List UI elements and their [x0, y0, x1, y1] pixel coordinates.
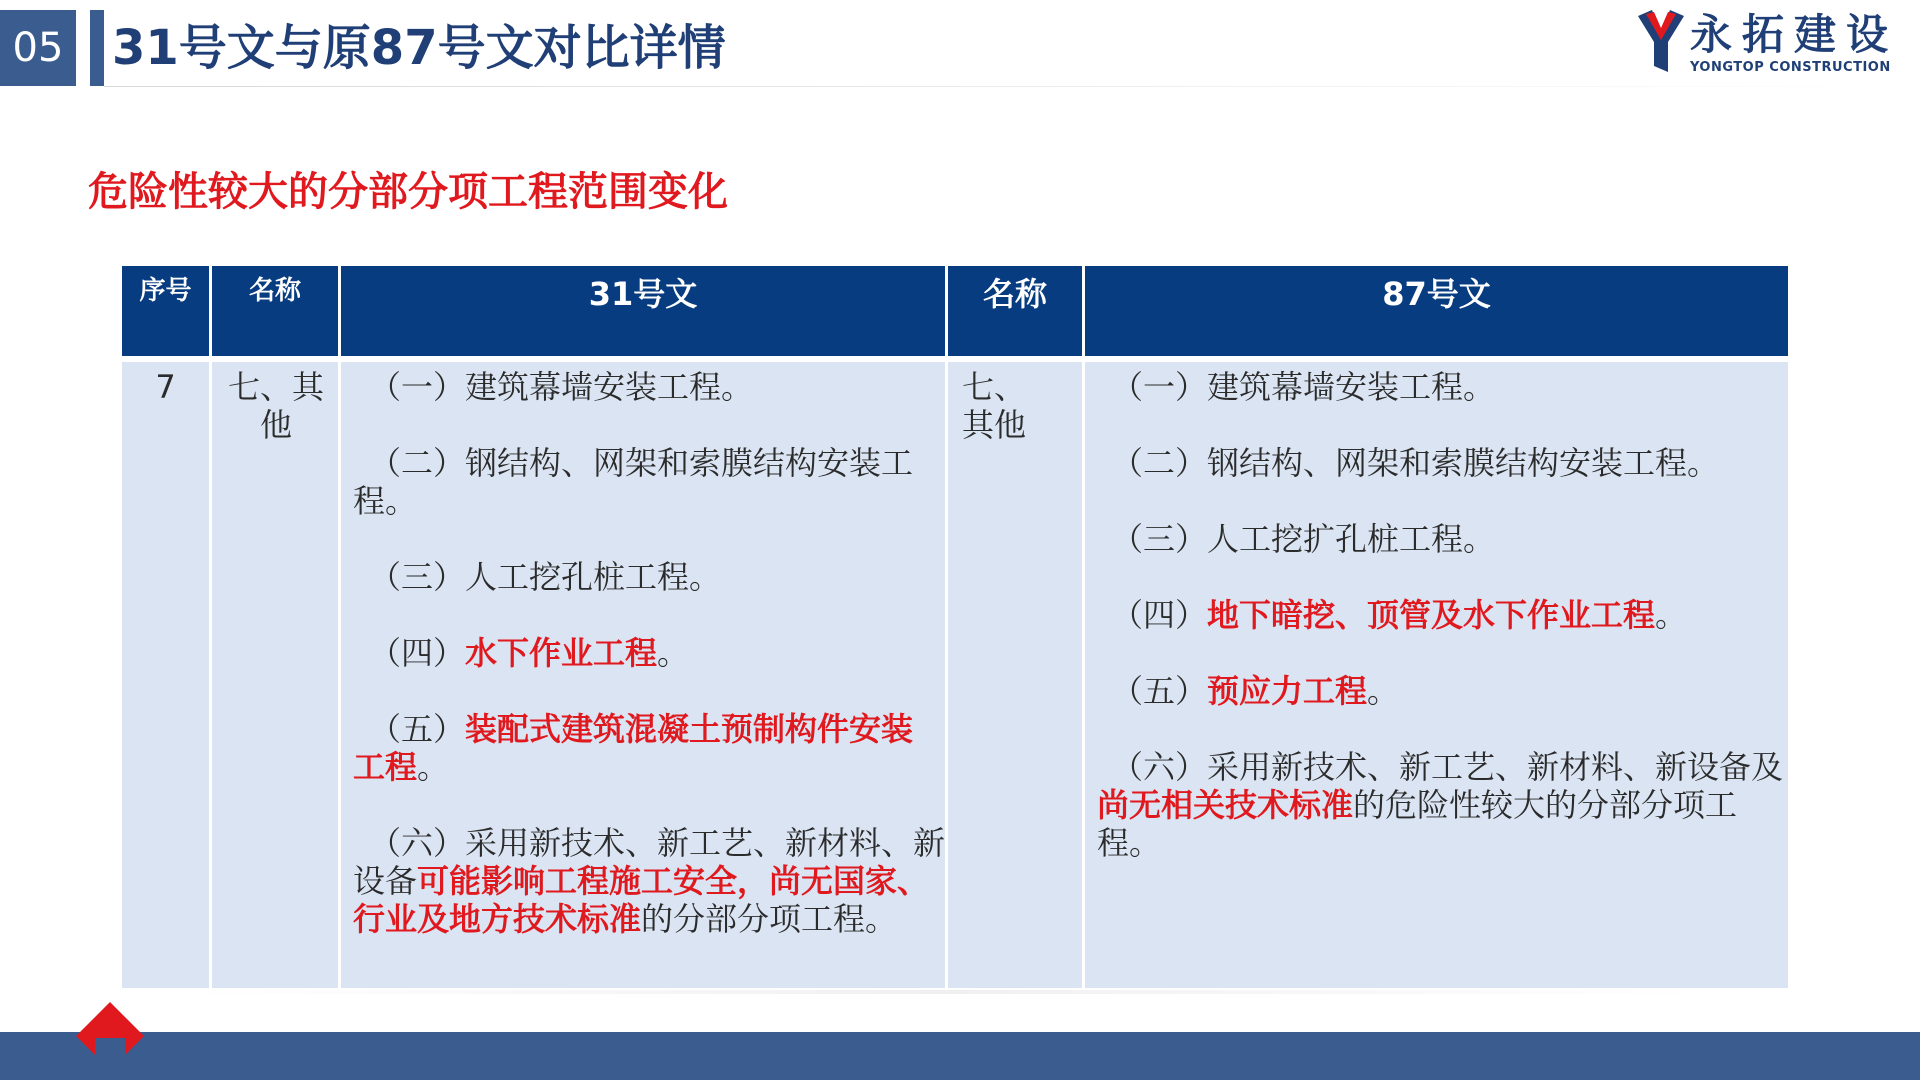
cell-name-87: 七、其他 [962, 368, 1027, 444]
clause-text: （二）钢结构、网架和索膜结构安装工程。 [353, 444, 914, 520]
clause-paragraph [1097, 444, 1787, 482]
cell-seq: 7 [155, 368, 176, 406]
clause-text: （六）采用新技术、新工艺、新材料、新设备 [353, 824, 946, 900]
clause-paragraph [353, 710, 945, 786]
clause-paragraph [353, 368, 945, 406]
comparison-table [122, 266, 1788, 988]
header-name-31: 名称 [248, 276, 301, 306]
clause-text: 的分部分项工程。 [641, 900, 898, 938]
logo-chinese-text: 永拓建设 [1689, 10, 1898, 59]
column-divider [1082, 266, 1085, 988]
clause-text: 。 [657, 634, 690, 672]
clause-text: 。 [1367, 672, 1400, 710]
highlighted-text: 水下作业工程 [465, 634, 658, 672]
header-name-87: 名称 [982, 275, 1047, 313]
cell-doc-87 [1097, 362, 1787, 900]
clause-text: 的危险性较大的分部分项工程。 [1097, 786, 1738, 862]
clause-text: 。 [417, 748, 450, 786]
clause-paragraph [1097, 748, 1787, 862]
logo-english-text: YONGTOP CONSTRUCTION [1689, 60, 1891, 75]
column-divider [338, 266, 341, 988]
clause-text: （一）建筑幕墙安装工程。 [1111, 368, 1496, 406]
section-subtitle: 危险性较大的分部分项工程范围变化 [88, 169, 728, 215]
title-accent-bar [90, 10, 104, 86]
clause-paragraph [1097, 596, 1787, 634]
clause-text: （二）钢结构、网架和索膜结构安装工程。 [1111, 444, 1720, 482]
footer-diamond-cut [95, 1038, 125, 1080]
highlighted-text: 装配式建筑混凝土预制构件安装工程 [353, 710, 914, 786]
header-doc-31: 31号文 [588, 275, 698, 313]
header-doc-87: 87号文 [1382, 275, 1491, 313]
clause-paragraph [353, 824, 945, 938]
highlighted-text: 尚无相关技术标准 [1097, 786, 1354, 824]
clause-paragraph [353, 634, 945, 672]
clause-text: （六）采用新技术、新工艺、新材料、新设备及 [1111, 748, 1784, 786]
slide-number: 05 [0, 10, 76, 86]
page-title: 31号文与原87号文对比详情 [112, 20, 726, 76]
highlighted-text: 地下暗挖、顶管及水下作业工程 [1207, 596, 1656, 634]
clause-text: 。 [1655, 596, 1688, 634]
clause-paragraph [1097, 368, 1787, 406]
header-divider [104, 86, 1904, 87]
clause-paragraph [1097, 520, 1787, 558]
clause-paragraph [353, 558, 945, 596]
column-divider [209, 266, 212, 988]
clause-text: （一）建筑幕墙安装工程。 [369, 368, 754, 406]
header-seq: 序号 [139, 276, 192, 306]
highlighted-text: 预应力工程 [1207, 672, 1368, 710]
cell-doc-31 [353, 362, 945, 976]
cell-name-31: 七、其他 [227, 368, 324, 444]
company-logo [1638, 10, 1898, 76]
clause-text: （三）人工挖扩孔桩工程。 [1111, 520, 1496, 558]
clause-text: （四） [369, 634, 466, 672]
highlighted-text: 可能影响工程施工安全，尚无国家、行业及地方技术标准 [353, 862, 930, 938]
footer-bar [0, 1032, 1920, 1080]
clause-text: （五） [369, 710, 466, 748]
clause-text: （四） [1111, 596, 1208, 634]
logo-mark-icon [1638, 10, 1684, 72]
column-divider [945, 266, 948, 988]
table-shadow [180, 990, 1710, 994]
clause-text: （三）人工挖孔桩工程。 [369, 558, 722, 596]
clause-paragraph [1097, 672, 1787, 710]
clause-text: （五） [1111, 672, 1208, 710]
clause-paragraph [353, 444, 945, 520]
